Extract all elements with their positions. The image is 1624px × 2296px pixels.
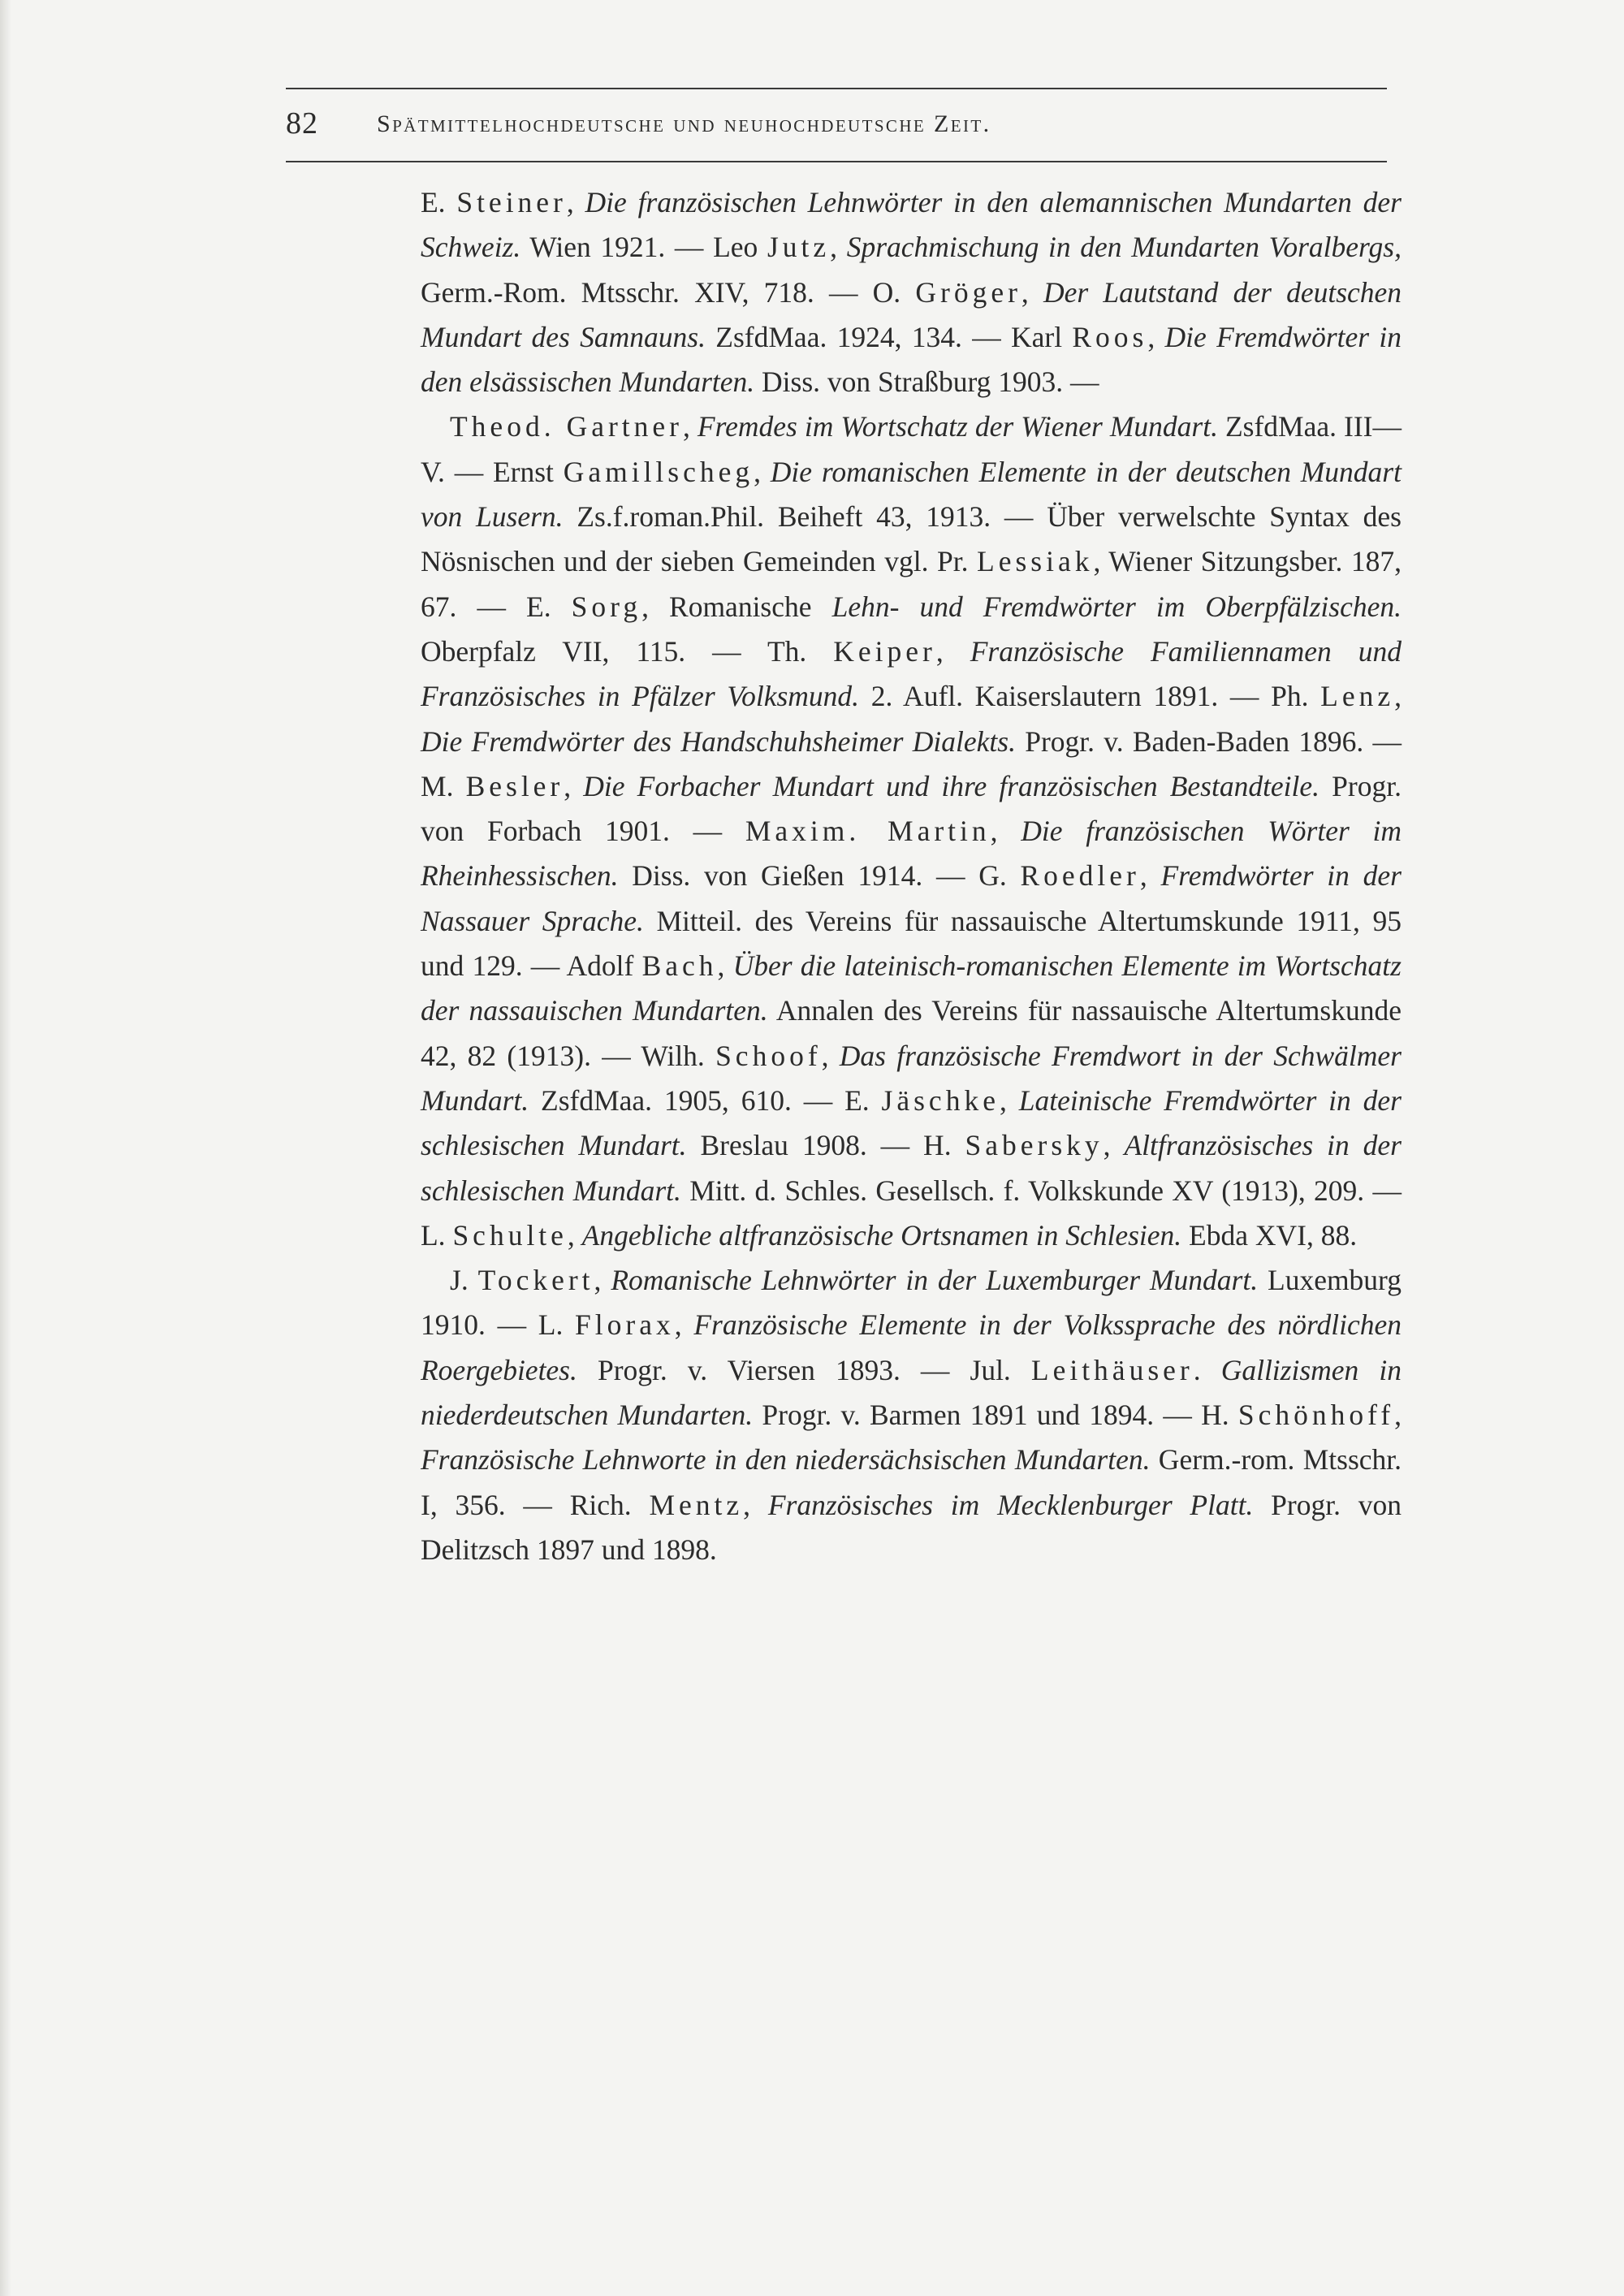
citation-text: Zs.f.roman.Phil. Beiheft 43, 1913. — Über verwelschte Syntax des Nösnischen und der sieben Gemeinden vgl. Pr. (421, 500, 1402, 578)
citation-text: 2. Aufl. Kaiserslautern 1891. — Ph. (859, 680, 1321, 713)
title-text: Sprachmischung in den Mundarten Voralbergs, (846, 231, 1402, 264)
author-name: Mentz (649, 1488, 744, 1521)
author-name: Besler (465, 769, 564, 802)
page-number: 82 (286, 106, 318, 141)
author-name: Gamillscheg (563, 455, 754, 488)
title-text: Französische Elemente in der Volkssprache des nördlichen Roergebietes. (421, 1308, 1402, 1386)
title-text: Fremdes im Wortschatz der Wiener Mundart. (697, 410, 1218, 443)
citation-text: Ebda XVI, 88. (1181, 1218, 1358, 1252)
citation-text: Wien 1921. — Leo (520, 231, 767, 264)
title-text: Die französischen Wörter im Rheinhessischen. (421, 815, 1402, 893)
paragraph (421, 180, 1402, 404)
citation-text: , (594, 1264, 611, 1297)
citation-text: , (821, 1039, 840, 1072)
author-name: Schoof (715, 1039, 822, 1072)
author-name: Schulte (452, 1218, 568, 1252)
title-text: Die Forbacher Mundart und ihre französischen Bestandteile. (583, 769, 1320, 802)
citation-text: ZsfdMaa. III—V. — Ernst (421, 410, 1402, 488)
title-text: Französische Lehnworte in den niedersächsischen Mundarten. (421, 1443, 1151, 1477)
citation-text: , (935, 634, 970, 668)
citation-text: , (830, 231, 847, 264)
citation-text: , (1021, 275, 1043, 309)
body-text (421, 180, 1402, 1572)
title-text: Altfranzösisches in der schlesischen Mundart. (421, 1129, 1402, 1207)
citation-text: ZsfdMaa. 1905, 610. — E. (529, 1083, 882, 1117)
author-name: Lessiak (977, 545, 1094, 578)
citation-text: , (1394, 680, 1402, 713)
author-name: Tockert (477, 1264, 594, 1297)
citation-text: , (1394, 1399, 1402, 1432)
title-text: Die Fremdwörter in den elsässischen Mundarten. (421, 320, 1402, 399)
citation-text: , (566, 186, 585, 218)
citation-text: , Wiener Sitzungsber. 187, 67. — E. (421, 545, 1402, 623)
author-name: Theod. Gartner (450, 410, 684, 443)
title-text: Französische Familiennamen und Französisches in Pfälzer Volksmund. (421, 634, 1402, 713)
citation-text: ZsfdMaa. 1924, 134. — Karl (706, 320, 1073, 353)
author-name: Leithäuser (1030, 1353, 1194, 1386)
citation-text: , Romanische (641, 590, 832, 623)
citation-text: , (683, 410, 698, 443)
author-name: Keiper (833, 634, 936, 668)
page-header (286, 106, 1387, 146)
citation-text: , (564, 769, 584, 802)
author-name: Sorg (571, 590, 642, 623)
title-text: Die romanischen Elemente in der deutschen Mundart von Lusern. (421, 455, 1402, 534)
author-name: Sabersky (965, 1129, 1104, 1162)
author-name: Roedler (1020, 859, 1140, 893)
citation-text: , (1147, 320, 1165, 353)
citation-text: Progr. v. Baden-Baden 1896. — M. (421, 724, 1402, 802)
citation-text: Annalen des Vereins für nassauische Altertumskunde 42, 82 (1913). — Wilh. (421, 994, 1402, 1072)
header-rule-bottom (286, 161, 1387, 162)
author-name: Schönhoff (1237, 1399, 1395, 1432)
citation-text: Breslau 1908. — H. (686, 1129, 965, 1162)
citation-text: , (1103, 1129, 1125, 1162)
citation-text: Luxemburg 1910. — L. (421, 1264, 1402, 1342)
citation-text: , (754, 455, 771, 488)
citation-text: Germ.-rom. Mtsschr. I, 356. — Rich. (421, 1443, 1402, 1521)
header-rule-top (286, 88, 1387, 89)
title-text: Die französischen Lehnwörter in den alemannischen Mundarten der Schweiz. (421, 186, 1402, 264)
citation-text: . (1193, 1353, 1221, 1386)
author-name: Maxim. Martin (745, 815, 991, 848)
citation-text: E. (421, 186, 457, 218)
title-text: Angebliche altfranzösische Ortsnamen in Schlesien. (581, 1218, 1182, 1252)
running-head: Spätmittelhochdeutsche und neuhochdeutsche Zeit. (377, 110, 991, 137)
title-text: Gallizismen in niederdeutschen Mundarten. (421, 1353, 1402, 1432)
paragraph (421, 404, 1402, 1258)
page-edge-shadow (0, 0, 11, 2296)
paragraph (421, 1258, 1402, 1572)
title-text: Der Lautstand der deutschen Mundart des Samnauns. (421, 275, 1402, 353)
citation-text: Progr. v. Viersen 1893. — Jul. (577, 1353, 1031, 1386)
citation-text: J. (450, 1264, 478, 1297)
citation-text: , (999, 1083, 1019, 1117)
citation-text: Germ.-Rom. Mtsschr. XIV, 718. — O. (421, 275, 916, 309)
citation-text: Mitt. d. Schles. Gesellsch. f. Volkskunde XV (1913), 209. — L. (421, 1174, 1402, 1252)
title-text: Romanische Lehnwörter in der Luxemburger Mundart. (611, 1264, 1259, 1297)
citation-text: Oberpfalz VII, 115. — Th. (421, 634, 834, 668)
citation-text: , (717, 949, 733, 983)
title-text: Lateinische Fremdwörter in der schlesischen Mundart. (421, 1083, 1402, 1162)
author-name: Jäschke (881, 1083, 1000, 1117)
title-text: Über die lateinisch-romanischen Elemente im Wortschatz der nassauischen Mundarten. (421, 949, 1402, 1027)
author-name: Lenz (1320, 680, 1395, 713)
author-name: Gröger (915, 275, 1021, 309)
citation-text: , (1139, 859, 1161, 893)
author-name: Florax (575, 1308, 675, 1342)
citation-text: Diss. von Gießen 1914. — G. (618, 859, 1021, 893)
author-name: Jutz (767, 231, 831, 264)
title-text: Fremdwörter in der Nassauer Sprache. (421, 859, 1402, 937)
citation-text: Progr. von Forbach 1901. — (421, 769, 1402, 848)
author-name: Steiner (456, 186, 567, 218)
title-text: Die Fremdwörter des Handschuhsheimer Dialekts. (421, 724, 1016, 758)
author-name: Roos (1072, 320, 1148, 353)
citation-text: Progr. v. Barmen 1891 und 1894. — H. (753, 1399, 1238, 1432)
citation-text: , (567, 1218, 582, 1252)
citation-text: , (743, 1488, 768, 1521)
citation-text: , (674, 1308, 694, 1342)
title-text: Lehn- und Fremdwörter im Oberpfälzischen. (831, 590, 1402, 623)
citation-text: Progr. von Delitzsch 1897 und 1898. (421, 1488, 1402, 1566)
citation-text: , (990, 815, 1021, 848)
title-text: Französisches im Mecklenburger Platt. (767, 1488, 1254, 1521)
title-text: Das französische Fremdwort in der Schwälmer Mundart. (421, 1039, 1402, 1117)
citation-text: Diss. von Straßburg 1903. — (754, 365, 1099, 399)
citation-text: Mitteil. des Vereins für nassauische Altertumskunde 1911, 95 und 129. — Adolf (421, 904, 1402, 983)
author-name: Bach (641, 949, 718, 983)
